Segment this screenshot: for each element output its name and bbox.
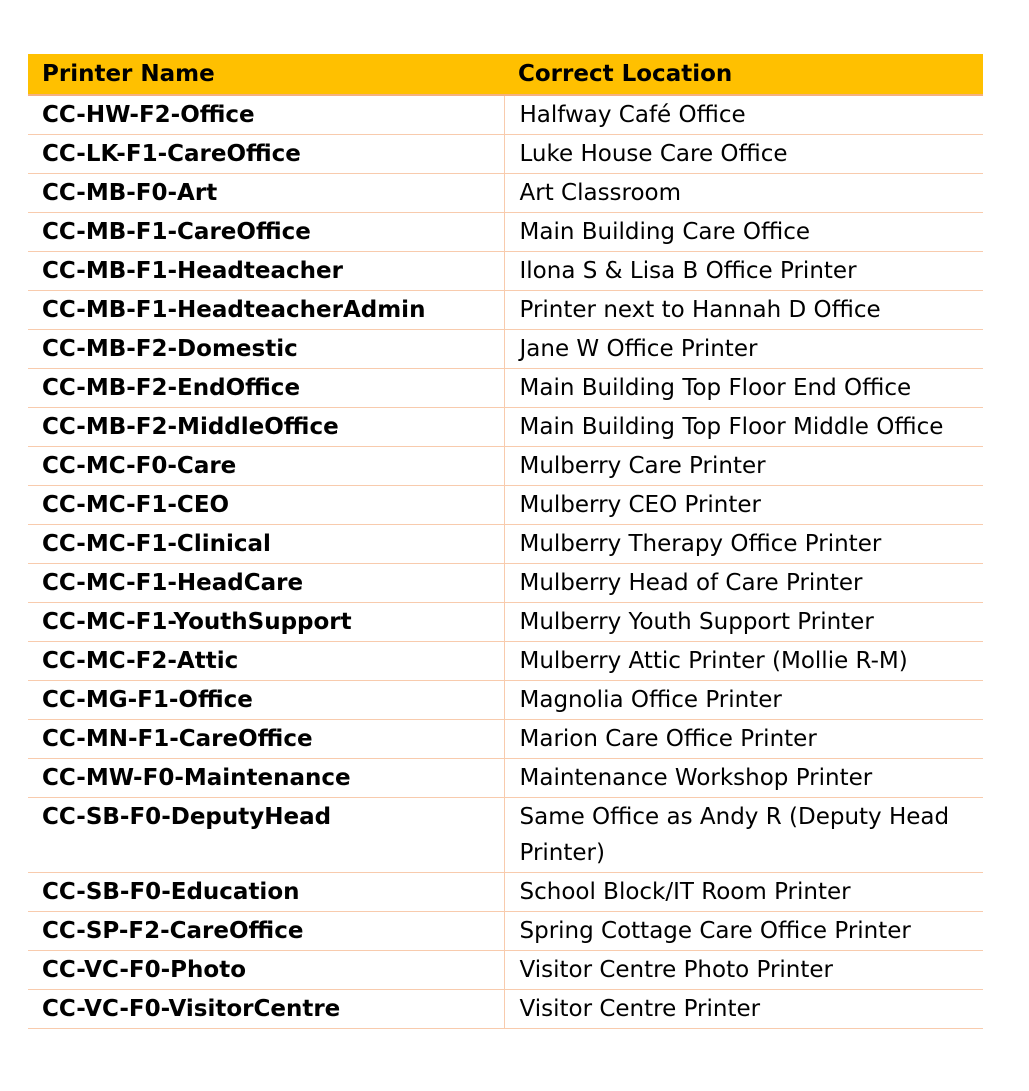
table-header	[28, 54, 983, 95]
printer-name-cell: CC-MC-F1-CEO	[28, 486, 504, 525]
table-body	[28, 95, 983, 1029]
correct-location-cell: Printer next to Hannah D Office	[504, 291, 983, 330]
correct-location-cell: Mulberry CEO Printer	[504, 486, 983, 525]
printer-name-cell: CC-MB-F1-CareOffice	[28, 213, 504, 252]
table-row	[28, 525, 983, 564]
table-row	[28, 873, 983, 912]
printer-name-cell: CC-SB-F0-DeputyHead	[28, 798, 504, 873]
table-row	[28, 564, 983, 603]
printer-name-cell: CC-MB-F2-EndOffice	[28, 369, 504, 408]
printer-name-cell: CC-SP-F2-CareOffice	[28, 912, 504, 951]
printer-name-cell: CC-MC-F1-YouthSupport	[28, 603, 504, 642]
table-row	[28, 252, 983, 291]
printer-name-cell: CC-LK-F1-CareOffice	[28, 135, 504, 174]
table-row	[28, 759, 983, 798]
correct-location-cell: Spring Cottage Care Office Printer	[504, 912, 983, 951]
printer-name-cell: CC-MC-F0-Care	[28, 447, 504, 486]
printer-name-cell: CC-MC-F1-HeadCare	[28, 564, 504, 603]
correct-location-cell: Main Building Top Floor Middle Office	[504, 408, 983, 447]
correct-location-cell: Mulberry Head of Care Printer	[504, 564, 983, 603]
printer-name-cell: CC-VC-F0-VisitorCentre	[28, 990, 504, 1029]
table-row	[28, 990, 983, 1029]
header-printer-name: Printer Name	[28, 54, 504, 95]
table-row	[28, 174, 983, 213]
correct-location-cell: Halfway Café Office	[504, 95, 983, 135]
table-row	[28, 798, 983, 873]
printer-name-cell: CC-HW-F2-Office	[28, 95, 504, 135]
table-row	[28, 95, 983, 135]
correct-location-cell: Main Building Care Office	[504, 213, 983, 252]
printer-name-cell: CC-MB-F2-Domestic	[28, 330, 504, 369]
table-row	[28, 408, 983, 447]
table-row	[28, 213, 983, 252]
correct-location-cell: School Block/IT Room Printer	[504, 873, 983, 912]
correct-location-cell: Ilona S & Lisa B Office Printer	[504, 252, 983, 291]
table-row	[28, 681, 983, 720]
correct-location-cell: Mulberry Youth Support Printer	[504, 603, 983, 642]
table-row	[28, 330, 983, 369]
printer-name-cell: CC-MC-F2-Attic	[28, 642, 504, 681]
correct-location-cell: Mulberry Attic Printer (Mollie R-M)	[504, 642, 983, 681]
correct-location-cell: Visitor Centre Printer	[504, 990, 983, 1029]
correct-location-cell: Mulberry Care Printer	[504, 447, 983, 486]
correct-location-cell: Visitor Centre Photo Printer	[504, 951, 983, 990]
correct-location-cell: Maintenance Workshop Printer	[504, 759, 983, 798]
correct-location-cell: Main Building Top Floor End Office	[504, 369, 983, 408]
printer-name-cell: CC-MB-F2-MiddleOffice	[28, 408, 504, 447]
printer-name-cell: CC-MB-F1-Headteacher	[28, 252, 504, 291]
table-row	[28, 912, 983, 951]
printer-name-cell: CC-MB-F0-Art	[28, 174, 504, 213]
header-correct-location: Correct Location	[504, 54, 983, 95]
printer-name-cell: CC-VC-F0-Photo	[28, 951, 504, 990]
table-row	[28, 135, 983, 174]
table-row	[28, 291, 983, 330]
header-row	[28, 54, 983, 95]
printer-name-cell: CC-MB-F1-HeadteacherAdmin	[28, 291, 504, 330]
table-row	[28, 486, 983, 525]
printer-name-cell: CC-MN-F1-CareOffice	[28, 720, 504, 759]
table-row	[28, 642, 983, 681]
correct-location-cell: Jane W Office Printer	[504, 330, 983, 369]
table-row	[28, 369, 983, 408]
printer-name-cell: CC-MG-F1-Office	[28, 681, 504, 720]
table-row	[28, 447, 983, 486]
printer-name-cell: CC-SB-F0-Education	[28, 873, 504, 912]
table-row	[28, 720, 983, 759]
correct-location-cell: Magnolia Office Printer	[504, 681, 983, 720]
printer-location-table-container	[28, 54, 983, 1029]
correct-location-cell: Mulberry Therapy Office Printer	[504, 525, 983, 564]
correct-location-cell: Luke House Care Office	[504, 135, 983, 174]
printer-location-table	[28, 54, 983, 1029]
correct-location-cell: Marion Care Office Printer	[504, 720, 983, 759]
correct-location-cell: Art Classroom	[504, 174, 983, 213]
correct-location-cell: Same Office as Andy R (Deputy Head Printer)	[504, 798, 983, 873]
table-row	[28, 603, 983, 642]
printer-name-cell: CC-MC-F1-Clinical	[28, 525, 504, 564]
table-row	[28, 951, 983, 990]
printer-name-cell: CC-MW-F0-Maintenance	[28, 759, 504, 798]
